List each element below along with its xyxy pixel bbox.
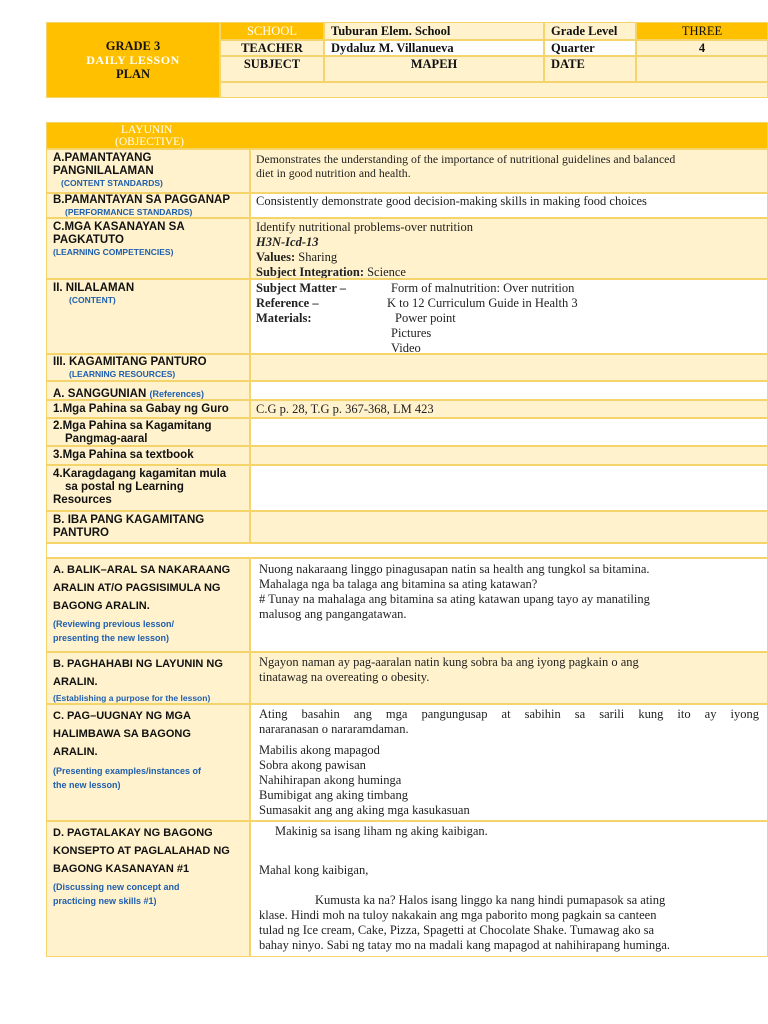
reference-text: K to 12 Curriculum Guide in Health 3 bbox=[387, 296, 578, 310]
letter-line: Kumusta ka na? Halos isang linggo ka nang hindi pumapasok sa ating bbox=[315, 893, 666, 907]
content-title: II. NILALAMAN bbox=[53, 282, 135, 294]
letter-line: tulad ng Ice cream, Cake, Pizza, Spagetti at Chocolate Shake. Tumawag ako sa bbox=[259, 923, 655, 937]
integration-line bbox=[256, 265, 762, 279]
example-item: Sumasakit ang ang aking mga kasukasuan bbox=[259, 803, 470, 817]
learner-pages-title-2: Pangmag-aaral bbox=[65, 433, 148, 445]
references-sub: (References) bbox=[149, 389, 205, 399]
review-label bbox=[46, 558, 250, 652]
examples-label bbox=[46, 704, 250, 821]
review-text-1: Nuong nakaraang linggo pinagusapan natin sa health ang tungkol sa bitamina. bbox=[259, 562, 650, 576]
references-title: A. SANGGUNIAN bbox=[53, 388, 150, 400]
subject-label: SUBJECT bbox=[220, 56, 324, 82]
new-concept-title-3: BAGONG KASANAYAN #1 bbox=[53, 863, 190, 875]
learner-pages-value bbox=[250, 418, 768, 446]
learning-competencies-title-2: PAGKATUTO bbox=[53, 234, 124, 246]
review-title-2: ARALIN AT/O PAGSISIMULA NG bbox=[53, 582, 221, 594]
review-text-4: malusog ang pangangatawan. bbox=[259, 607, 407, 621]
title-line-daily: DAILY LESSON bbox=[86, 53, 180, 67]
content-standards-title: A.PAMANTAYANG bbox=[53, 152, 152, 164]
objective-title: LAYUNIN bbox=[121, 124, 173, 136]
performance-standards-label bbox=[46, 193, 250, 218]
subject-matter-label: Subject Matter – bbox=[256, 281, 347, 295]
additional-materials-title-3: Resources bbox=[53, 494, 112, 506]
competency-text: Identify nutritional problems-over nutrition bbox=[256, 220, 473, 234]
content-standards-label bbox=[46, 149, 250, 193]
school-value: Tuburan Elem. School bbox=[324, 22, 544, 40]
new-concept-title-2: KONSEPTO AT PAGLALAHAD NG bbox=[53, 845, 230, 857]
examples-title-3: ARALIN. bbox=[53, 746, 98, 758]
performance-standards-text: Consistently demonstrate good decision-making skills in making food choices bbox=[250, 193, 768, 218]
content-standards-text-2: diet in good nutrition and health. bbox=[256, 166, 411, 180]
references-value bbox=[250, 381, 768, 400]
content-standards-sub: (CONTENT STANDARDS) bbox=[61, 178, 163, 188]
learning-competencies-text bbox=[250, 218, 768, 279]
content-text bbox=[250, 279, 768, 354]
title-line-grade: GRADE 3 bbox=[105, 39, 161, 53]
letter-line: klase. Hindi moh na tuloy nakakain ang mga paborito mong pagkain sa canteen bbox=[259, 908, 657, 922]
content-label bbox=[46, 279, 250, 354]
examples-text-2: nararanasan o nararamdaman. bbox=[259, 722, 409, 736]
new-concept-text bbox=[250, 821, 768, 957]
review-text bbox=[250, 558, 768, 652]
content-standards-text bbox=[250, 149, 768, 193]
values-label: Values: bbox=[256, 250, 296, 264]
textbook-pages-title: 3.Mga Pahina sa textbook bbox=[53, 449, 194, 461]
additional-materials-title-2: sa postal ng Learning bbox=[65, 481, 184, 493]
performance-standards-title: B.PAMANTAYAN SA PAGGANAP bbox=[53, 194, 230, 206]
example-item: Sobra akong pawisan bbox=[259, 758, 366, 772]
new-concept-label bbox=[46, 821, 250, 957]
learning-competencies-sub: (LEARNING COMPETENCIES) bbox=[53, 247, 174, 257]
new-concept-sub-2: practicing new skills #1) bbox=[53, 896, 157, 906]
purpose-text bbox=[250, 652, 768, 704]
example-item: Bumibigat ang aking timbang bbox=[259, 788, 408, 802]
teacher-value: Dydaluz M. Villanueva bbox=[324, 40, 544, 56]
resources-sub: (LEARNING RESOURCES) bbox=[69, 369, 176, 379]
spacer-row bbox=[46, 543, 768, 558]
review-sub: (Reviewing previous lesson/ bbox=[53, 619, 175, 629]
examples-sub-2: the new lesson) bbox=[53, 780, 121, 790]
purpose-sub: (Establishing a purpose for the lesson) bbox=[53, 693, 211, 703]
material-item: Pictures bbox=[391, 326, 432, 340]
content-sub: (CONTENT) bbox=[69, 295, 116, 305]
content-standards-text-1: Demonstrates the understanding of the importance of nutritional guidelines and balanced bbox=[256, 152, 676, 166]
other-resources-title-2: PANTURO bbox=[53, 527, 110, 539]
additional-materials-title: 4.Karagdagang kagamitan mula bbox=[53, 468, 227, 480]
guide-pages-label bbox=[46, 400, 250, 418]
additional-materials-value bbox=[250, 465, 768, 511]
lesson-plan-title-block bbox=[46, 22, 220, 98]
header-table bbox=[46, 22, 768, 98]
examples-title-2: HALIMBAWA SA BAGONG bbox=[53, 728, 191, 740]
new-concept-sub: (Discussing new concept and bbox=[53, 882, 180, 892]
review-text-3: # Tunay na mahalaga ang bitamina sa ating katawan upang tayo ay manatiling bbox=[259, 592, 650, 606]
textbook-pages-label bbox=[46, 446, 250, 465]
values-line bbox=[256, 250, 762, 265]
material-item: Power point bbox=[395, 311, 456, 325]
other-resources-title: B. IBA PANG KAGAMITANG bbox=[53, 514, 205, 526]
objective-title-english: (OBJECTIVE) bbox=[115, 136, 184, 148]
reference-label: Reference – bbox=[256, 296, 319, 310]
lesson-table bbox=[46, 122, 768, 960]
objective-header bbox=[46, 122, 768, 149]
examples-title: C. PAG–UUGNAY NG MGA bbox=[53, 710, 191, 722]
grade-level-label: Grade Level bbox=[544, 22, 636, 40]
review-title: A. BALIK–ARAL SA NAKARAANG bbox=[53, 564, 231, 576]
letter-line: bahay ninyo. Sabi ng tatay mo na madali kang mapagod at nahihirapang huminga. bbox=[259, 938, 671, 952]
review-sub-2: presenting the new lesson) bbox=[53, 633, 170, 643]
learner-pages-title: 2.Mga Pahina sa Kagamitang bbox=[53, 420, 212, 432]
learning-competencies-label bbox=[46, 218, 250, 279]
resources-title: III. KAGAMITANG PANTURO bbox=[53, 356, 207, 368]
grade-level-value: THREE bbox=[636, 22, 768, 40]
date-value bbox=[636, 56, 768, 82]
date-label: DATE bbox=[544, 56, 636, 82]
subject-matter-text: Form of malnutrition: Over nutrition bbox=[391, 281, 575, 295]
performance-standards-sub: (PERFORMANCE STANDARDS) bbox=[65, 207, 193, 217]
examples-sub: (Presenting examples/instances of bbox=[53, 766, 202, 776]
integration-label: Subject Integration: bbox=[256, 265, 364, 279]
guide-pages-title: 1.Mga Pahina sa Gabay ng Guro bbox=[53, 403, 229, 415]
review-title-3: BAGONG ARALIN. bbox=[53, 600, 150, 612]
examples-text bbox=[250, 704, 768, 821]
title-line-plan: PLAN bbox=[115, 67, 151, 81]
purpose-label bbox=[46, 652, 250, 704]
additional-materials-label bbox=[46, 465, 250, 511]
resources-value bbox=[250, 354, 768, 381]
new-concept-intro: Makinig sa isang liham ng aking kaibigan. bbox=[275, 824, 488, 838]
subject-value: MAPEH bbox=[324, 56, 544, 82]
examples-text-1: Ating basahin ang mga pangungusap at sabihin sa sarili kung ito ay iyong bbox=[259, 707, 759, 721]
quarter-label: Quarter bbox=[544, 40, 636, 56]
other-resources-label bbox=[46, 511, 250, 543]
learner-pages-label bbox=[46, 418, 250, 446]
example-item: Nahihirapan akong huminga bbox=[259, 773, 402, 787]
purpose-text-2: tinatawag na overeating o obesity. bbox=[259, 670, 430, 684]
other-resources-value bbox=[250, 511, 768, 543]
purpose-text-1: Ngayon naman ay pag-aaralan natin kung sobra ba ang iyong pagkain o ang bbox=[259, 655, 639, 669]
purpose-title-2: ARALIN. bbox=[53, 676, 98, 688]
school-label: SCHOOL bbox=[220, 22, 324, 40]
guide-pages-value: C.G p. 28, T.G p. 367-368, LM 423 bbox=[250, 400, 768, 418]
resources-label bbox=[46, 354, 250, 381]
new-concept-title: D. PAGTALAKAY NG BAGONG bbox=[53, 827, 213, 839]
quarter-value: 4 bbox=[636, 40, 768, 56]
review-text-2: Mahalaga nga ba talaga ang bitamina sa ating katawan? bbox=[259, 577, 538, 591]
values-text: Sharing bbox=[295, 250, 338, 264]
material-item: Video bbox=[391, 341, 421, 354]
header-blank-row bbox=[220, 82, 768, 98]
integration-text: Science bbox=[363, 265, 406, 279]
teacher-label: TEACHER bbox=[220, 40, 324, 56]
learning-competencies-title: C.MGA KASANAYAN SA bbox=[53, 221, 185, 233]
purpose-title: B. PAGHAHABI NG LAYUNIN NG bbox=[53, 658, 223, 670]
content-standards-title-2: PANGNILALAMAN bbox=[53, 165, 154, 177]
textbook-pages-value bbox=[250, 446, 768, 465]
competency-code: H3N-Icd-13 bbox=[256, 235, 319, 249]
example-item: Mabilis akong mapagod bbox=[259, 743, 380, 757]
materials-label: Materials: bbox=[256, 311, 312, 325]
letter-greeting: Mahal kong kaibigan, bbox=[259, 863, 369, 877]
references-label bbox=[46, 381, 250, 400]
